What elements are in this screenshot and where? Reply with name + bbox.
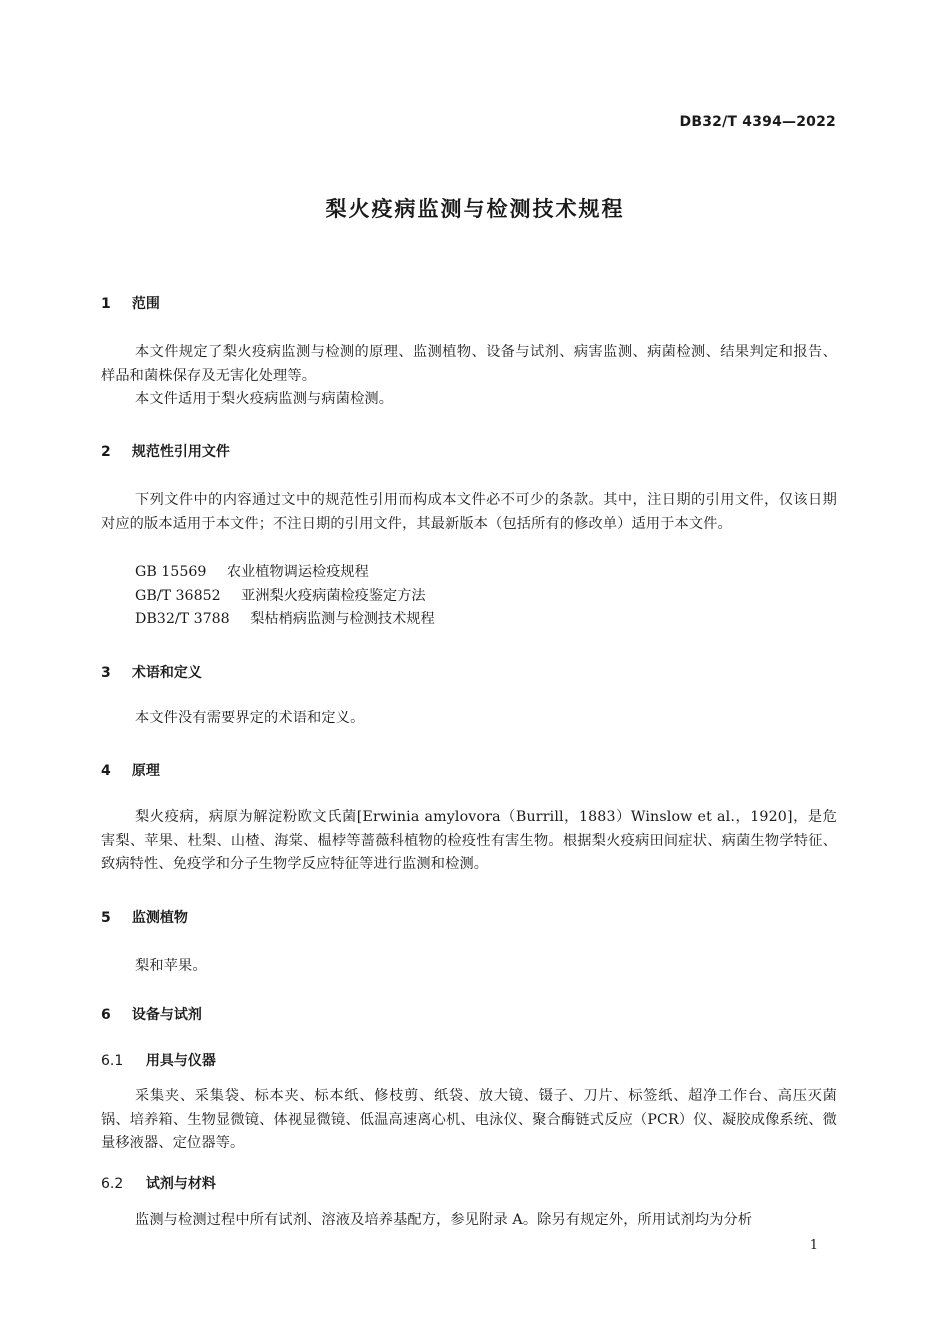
reference-item [135,585,426,609]
section-title: 规范性引用文件 [131,444,230,460]
section-number: 1 [101,296,111,312]
section-6-heading [101,1004,202,1024]
document-title: 梨火疫病监测与检测技术规程 [325,197,625,221]
paragraph: 本文件适用于梨火疫病监测与病菌检测。 [135,391,394,407]
page-number: 1 [809,1238,818,1253]
section-3-heading [101,662,202,682]
reference-name: 梨枯梢病监测与检测技术规程 [250,611,435,627]
paragraph: 梨和苹果。 [135,958,207,974]
reference-code: GB/T 36852 [135,588,221,604]
reference-item [135,608,435,632]
section-number: 6 [101,1007,111,1023]
section-6-2-heading [101,1173,216,1193]
section-title: 范围 [131,296,160,312]
section-4-heading [101,760,160,780]
section-2-heading [101,441,230,461]
section-title: 设备与试剂 [131,1007,202,1023]
section-1-heading [101,293,160,313]
standard-code: DB32/T 4394—2022 [679,114,836,130]
paragraph: 监测与检测过程中所有试剂、溶液及培养基配方，参见附录 A。除另有规定外，所用试剂均为分析 [135,1212,753,1228]
section-title: 原理 [131,763,160,779]
paragraph: 本文件没有需要界定的术语和定义。 [135,710,365,726]
reference-name: 亚洲梨火疫病菌检疫鉴定方法 [241,588,426,604]
reference-code: DB32/T 3788 [135,611,230,627]
section-title: 监测植物 [131,910,188,926]
section-title: 术语和定义 [131,665,202,681]
section-title: 试剂与材料 [145,1176,216,1192]
reference-name: 农业植物调运检疫规程 [226,564,369,580]
paragraph: 下列文件中的内容通过文中的规范性引用而构成本文件必不可少的条款。其中，注日期的引用文件，仅该日期对应的版本适用于本文件；不注日期的引用文件，其最新版本（包括所有的修改单）适用于本文件。 [101,492,837,532]
section-number: 4 [101,763,111,779]
section-number: 6.1 [101,1053,124,1069]
section-number: 3 [101,665,111,681]
section-6-1-heading [101,1050,216,1070]
reference-code: GB 15569 [135,564,207,580]
section-5-heading [101,907,188,927]
paragraph: 梨火疫病，病原为解淀粉欧文氏菌[Erwinia amylovora（Burrill，1883）Winslow et al.，1920]，是危害梨、苹果、杜梨、山楂、海棠、榅桲等蔷薇科植物的检疫性有害生物。根据梨火疫病田间症状、病菌生物学特征、致病特性、免疫学和分子生物学反应特征等进行监测和检测。 [101,809,837,872]
reference-item [135,561,369,585]
paragraph: 采集夹、采集袋、标本夹、标本纸、修枝剪、纸袋、放大镜、镊子、刀片、标签纸、超净工作台、高压灭菌锅、培养箱、生物显微镜、体视显微镜、低温高速离心机、电泳仪、聚合酶链式反应（PCR）仪、凝胶成像系统、微量移液器、定位器等。 [101,1088,837,1151]
section-number: 5 [101,910,111,926]
paragraph: 本文件规定了梨火疫病监测与检测的原理、监测植物、设备与试剂、病害监测、病菌检测、结果判定和报告、样品和菌株保存及无害化处理等。 [101,344,837,384]
section-number: 6.2 [101,1176,124,1192]
section-title: 用具与仪器 [145,1053,216,1069]
section-number: 2 [101,444,111,460]
